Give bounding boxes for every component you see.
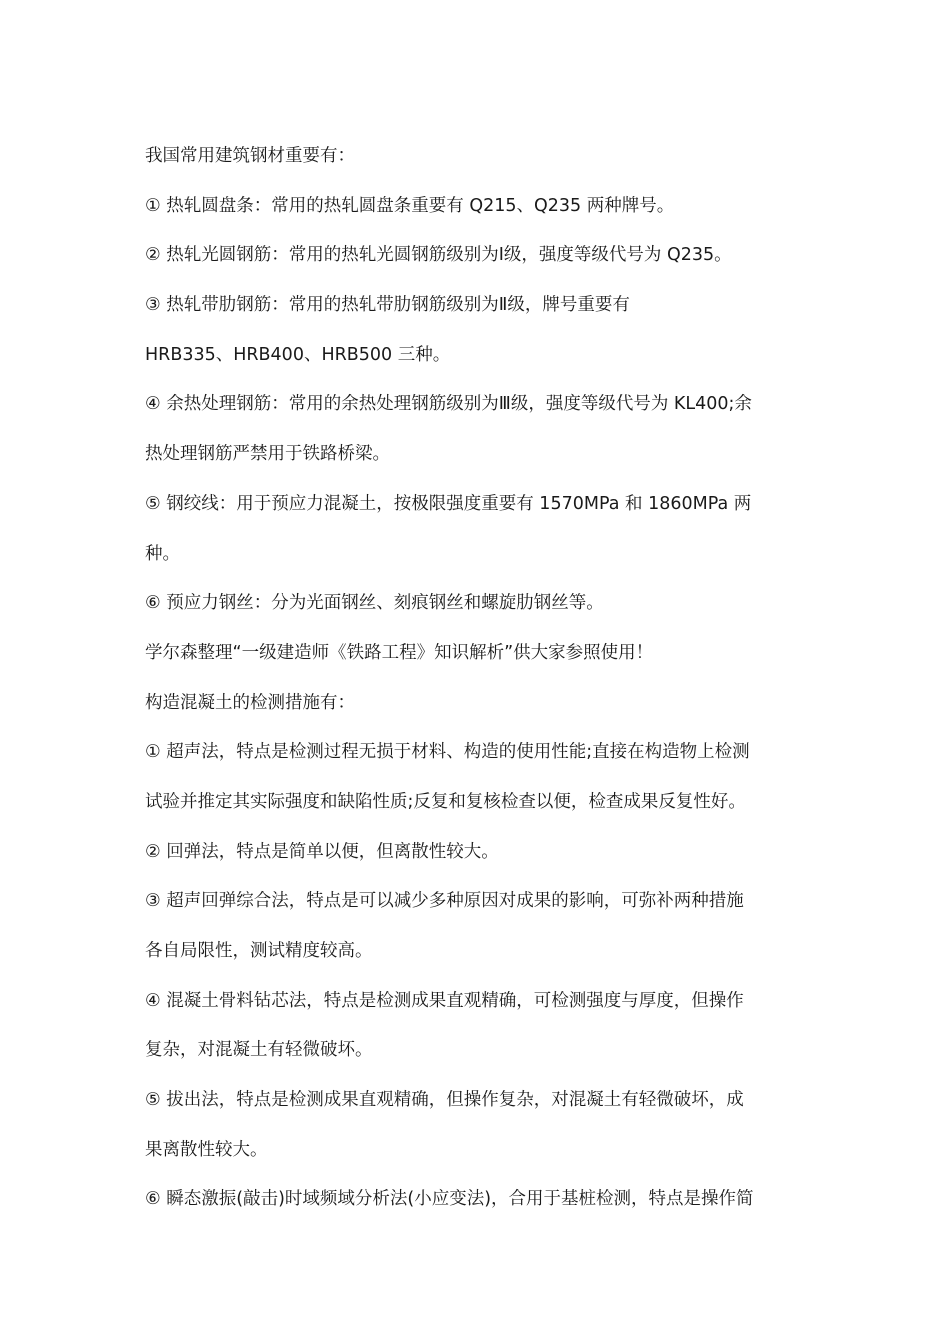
text-line: 试验并推定其实际强度和缺陷性质;反复和复核检查以便，检查成果反复性好。 <box>145 791 746 812</box>
text-line: ④ 余热处理钢筋：常用的余热处理钢筋级别为Ⅲ级，强度等级代号为 KL400;余 <box>145 394 752 415</box>
text-line: 热处理钢筋严禁用于铁路桥梁。 <box>145 444 390 465</box>
text-line: 种。 <box>145 543 180 564</box>
text-line: 我国常用建筑钢材重要有： <box>145 146 355 166</box>
text-line: ⑤ 钢绞线：用于预应力混凝土，按极限强度重要有 1570MPa 和 1860MPa 两 <box>145 493 752 514</box>
text-line: 复杂，对混凝土有轻微破坏。 <box>145 1040 373 1061</box>
text-line: ③ 热轧带肋钢筋：常用的热轧带肋钢筋级别为Ⅱ级，牌号重要有 <box>145 295 630 316</box>
text-line: 果离散性较大。 <box>145 1139 268 1160</box>
document-body <box>145 132 810 1225</box>
text-line: ⑤ 拔出法，特点是检测成果直观精确，但操作复杂，对混凝土有轻微破坏，成 <box>145 1090 744 1111</box>
text-line: ⑥ 瞬态激振(敲击)时域频域分析法(小应变法)，合用于基桩检测，特点是操作简 <box>145 1189 754 1210</box>
text-line: ① 超声法，特点是检测过程无损于材料、构造的使用性能;直接在构造物上检测 <box>145 742 750 763</box>
text-line: ⑥ 预应力钢丝：分为光面钢丝、刻痕钢丝和螺旋肋钢丝等。 <box>145 593 604 614</box>
text-line: ② 热轧光圆钢筋：常用的热轧光圆钢筋级别为Ⅰ级，强度等级代号为 Q235。 <box>145 245 732 266</box>
text-line: ① 热轧圆盘条：常用的热轧圆盘条重要有 Q215、Q235 两种牌号。 <box>145 195 675 216</box>
text-line: ② 回弹法，特点是简单以便，但离散性较大。 <box>145 841 499 862</box>
text-line: 各自局限性，测试精度较高。 <box>145 941 373 961</box>
text-line: ③ 超声回弹综合法，特点是可以减少多种原因对成果的影响，可弥补两种措施 <box>145 891 744 912</box>
text-line: ④ 混凝土骨料钻芯法，特点是检测成果直观精确，可检测强度与厚度，但操作 <box>145 990 744 1011</box>
text-line: 构造混凝土的检测措施有： <box>145 692 355 713</box>
text-line: HRB335、HRB400、HRB500 三种。 <box>145 344 451 365</box>
text-line: 学尔森整理“一级建造师《铁路工程》知识解析”供大家参照使用！ <box>145 642 654 663</box>
